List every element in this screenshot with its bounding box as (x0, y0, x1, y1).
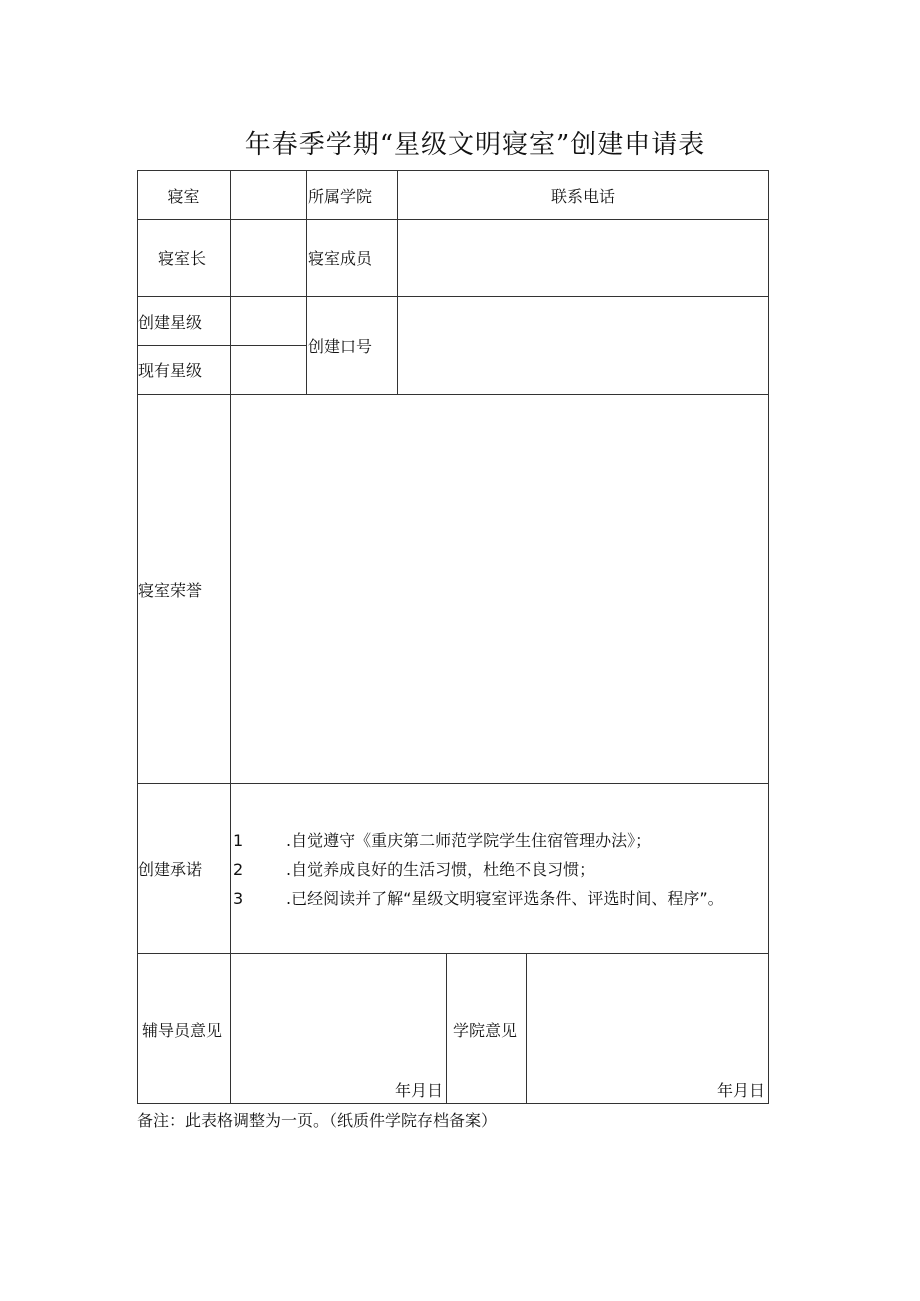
label-honors: 寝室荣誉 (138, 581, 203, 600)
row-divider (137, 394, 769, 395)
row-divider (137, 953, 769, 954)
border-left (137, 170, 138, 1104)
label-dorm: 寝室 (167, 187, 200, 206)
application-form-table (137, 170, 769, 1104)
label-current-star: 现有星级 (138, 361, 203, 380)
promise-number: 1 (233, 831, 244, 850)
column-divider (306, 170, 307, 394)
label-phone: 联系电话 (550, 187, 615, 206)
label-counselor-opinion: 辅导员意见 (142, 1021, 223, 1040)
promise-text: .自觉遵守《重庆第二师范学院学生住宿管理办法》； (286, 831, 652, 850)
promise-number: 2 (233, 860, 244, 879)
label-members: 寝室成员 (308, 249, 373, 268)
label-column-divider (230, 170, 231, 1104)
label-college-opinion: 学院意见 (453, 1021, 518, 1040)
form-title: 年春季学期“星级文明寝室”创建申请表 (244, 130, 706, 160)
label-slogan: 创建口号 (308, 337, 373, 356)
border-top (137, 170, 769, 171)
date-left: 年月日 (395, 1081, 444, 1100)
label-promise: 创建承诺 (138, 860, 203, 879)
row-divider (137, 345, 307, 346)
row-divider (137, 296, 769, 297)
promise-number: 3 (233, 889, 244, 908)
promise-text: .自觉养成良好的生活习惯，杜绝不良习惯； (286, 860, 596, 879)
border-right (768, 170, 769, 1104)
border-bottom (137, 1103, 769, 1104)
label-target-star: 创建星级 (138, 313, 203, 332)
row-divider (137, 219, 769, 220)
date-right: 年月日 (717, 1081, 766, 1100)
promise-text: .已经阅读并了解“星级文明寝室评选条件、评选时间、程序”。 (286, 889, 724, 908)
opinion-divider (446, 953, 447, 1104)
label-college: 所属学院 (308, 187, 373, 206)
opinion-divider (526, 953, 527, 1104)
label-leader: 寝室长 (158, 249, 207, 268)
footnote: 备注：此表格调整为一页。（纸质件学院存档备案） (137, 1111, 498, 1130)
row-divider (137, 783, 769, 784)
